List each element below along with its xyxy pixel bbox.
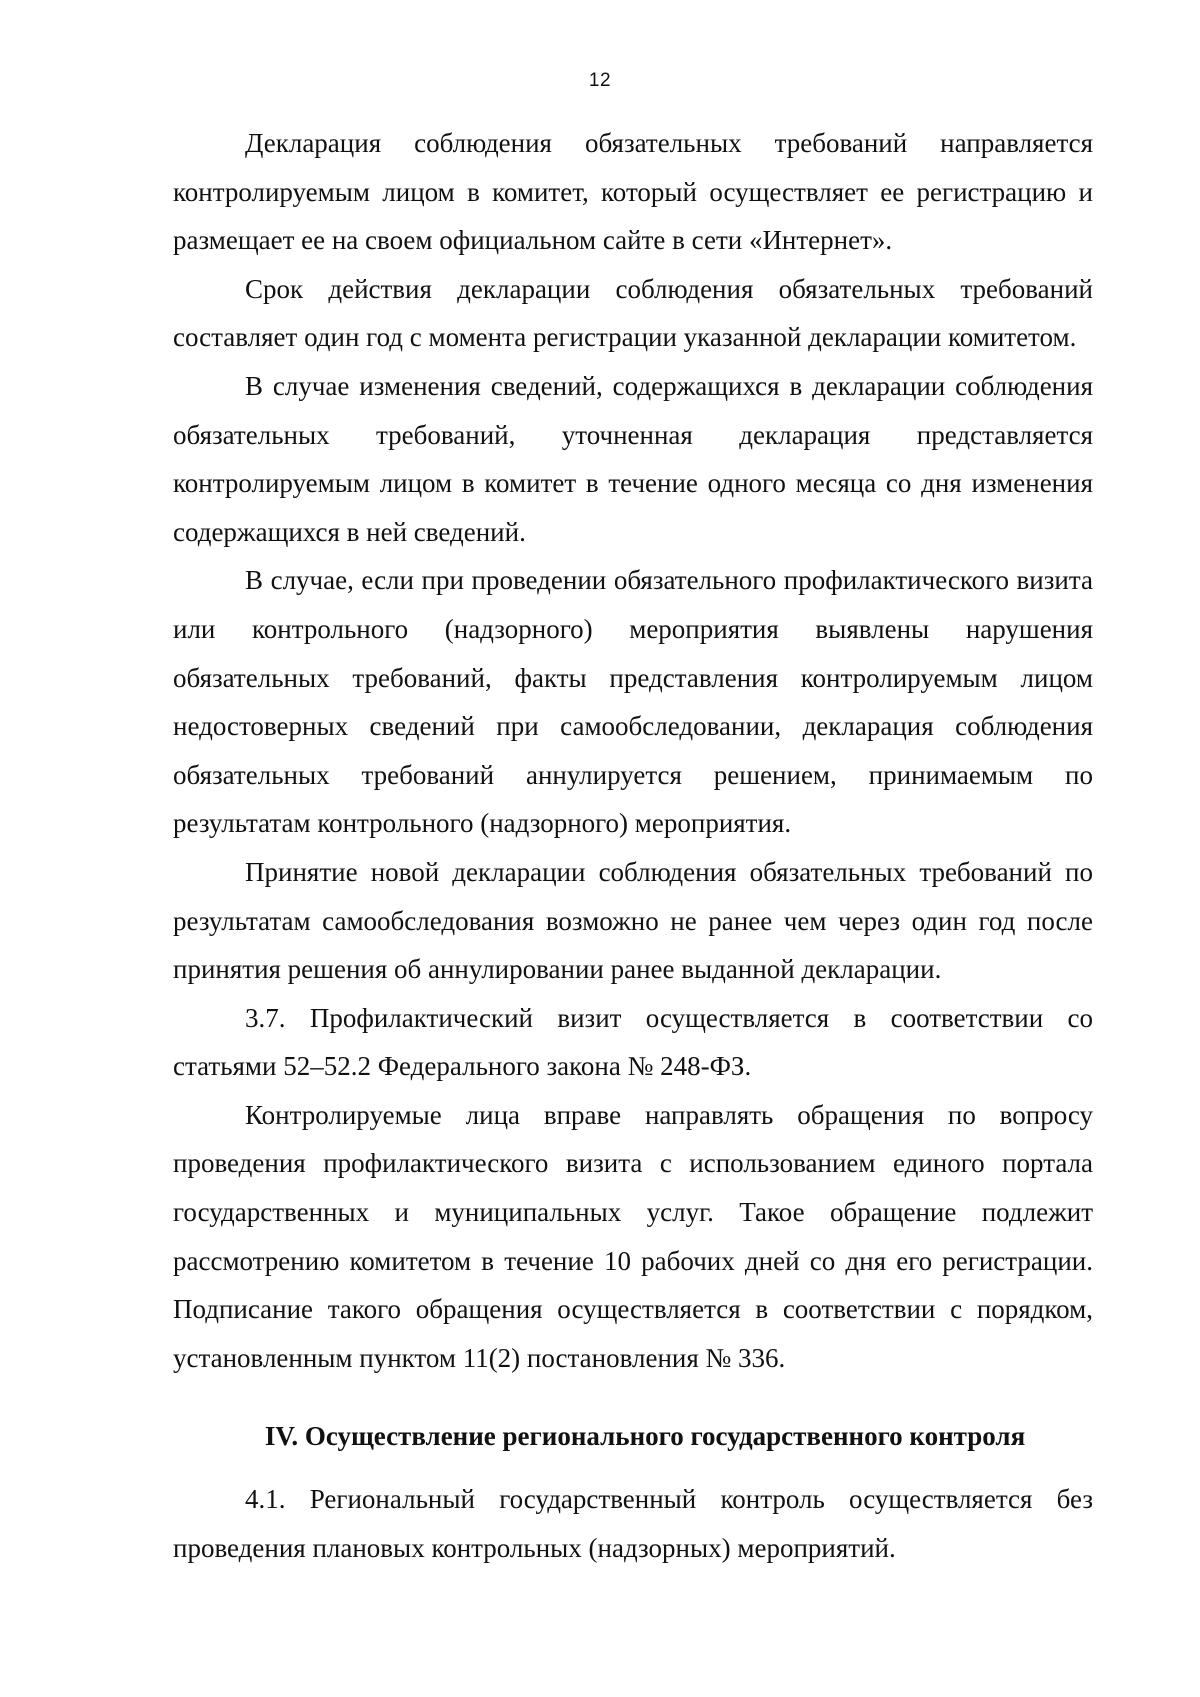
- paragraph-4-1-regional-control: 4.1. Региональный государственный контроль осуществляется без проведения плановых контрольных (надзорных) мероприятий.: [173, 1484, 1093, 1563]
- paragraph-declaration-registration: Декларация соблюдения обязательных требований направляется контролируемым лицом в комитет, который осуществляет ее регистрацию и размещает ее на своем официальном сайте в сети «Интернет».: [173, 128, 1093, 256]
- paragraph-declaration-annulment: В случае, если при проведении обязательного профилактического визита или контрольного (надзорного) мероприятия выявлены нарушения обязательных требований, факты представления контролируемым лицом недостоверных сведений при самообследовании, декларация соблюдения обязательных требований аннулируется решением, принимаемым по результатам контрольного (надзорного) мероприятия.: [173, 565, 1093, 839]
- document-body: [173, 119, 1093, 1572]
- paragraph-declaration-update: В случае изменения сведений, содержащихся в декларации соблюдения обязательных требований, уточненная декларация представляется контролируемым лицом в комитет в течение одного месяца со дня изменения содержащихся в ней сведений.: [173, 370, 1093, 547]
- paragraph-declaration-validity: Срок действия декларации соблюдения обязательных требований составляет один год с момента регистрации указанной декларации комитетом.: [173, 273, 1093, 353]
- paragraph-visit-requests: Контролируемые лица вправе направлять обращения по вопросу проведения профилактического визита с использованием единого портала государственных и муниципальных услуг. Такое обращение подлежит рассмотрению комитетом в течение 10 рабочих дней со дня его регистрации. Подписание такого обращения осуществляется в соответствии с порядком, установленным пунктом 11(2) постановления № 336.: [173, 1099, 1093, 1373]
- paragraph-3-7-preventive-visit: 3.7. Профилактический визит осуществляется в соответствии со статьями 52–52.2 Федерального закона № 248-ФЗ.: [173, 1002, 1093, 1082]
- page-number: 12: [588, 70, 612, 91]
- paragraph-new-declaration: Принятие новой декларации соблюдения обязательных требований по результатам самообследования возможно не ранее чем через один год после принятия решения об аннулировании ранее выданной декларации.: [173, 856, 1093, 985]
- section-heading-iv: IV. Осуществление регионального государственного контроля: [264, 1421, 1026, 1452]
